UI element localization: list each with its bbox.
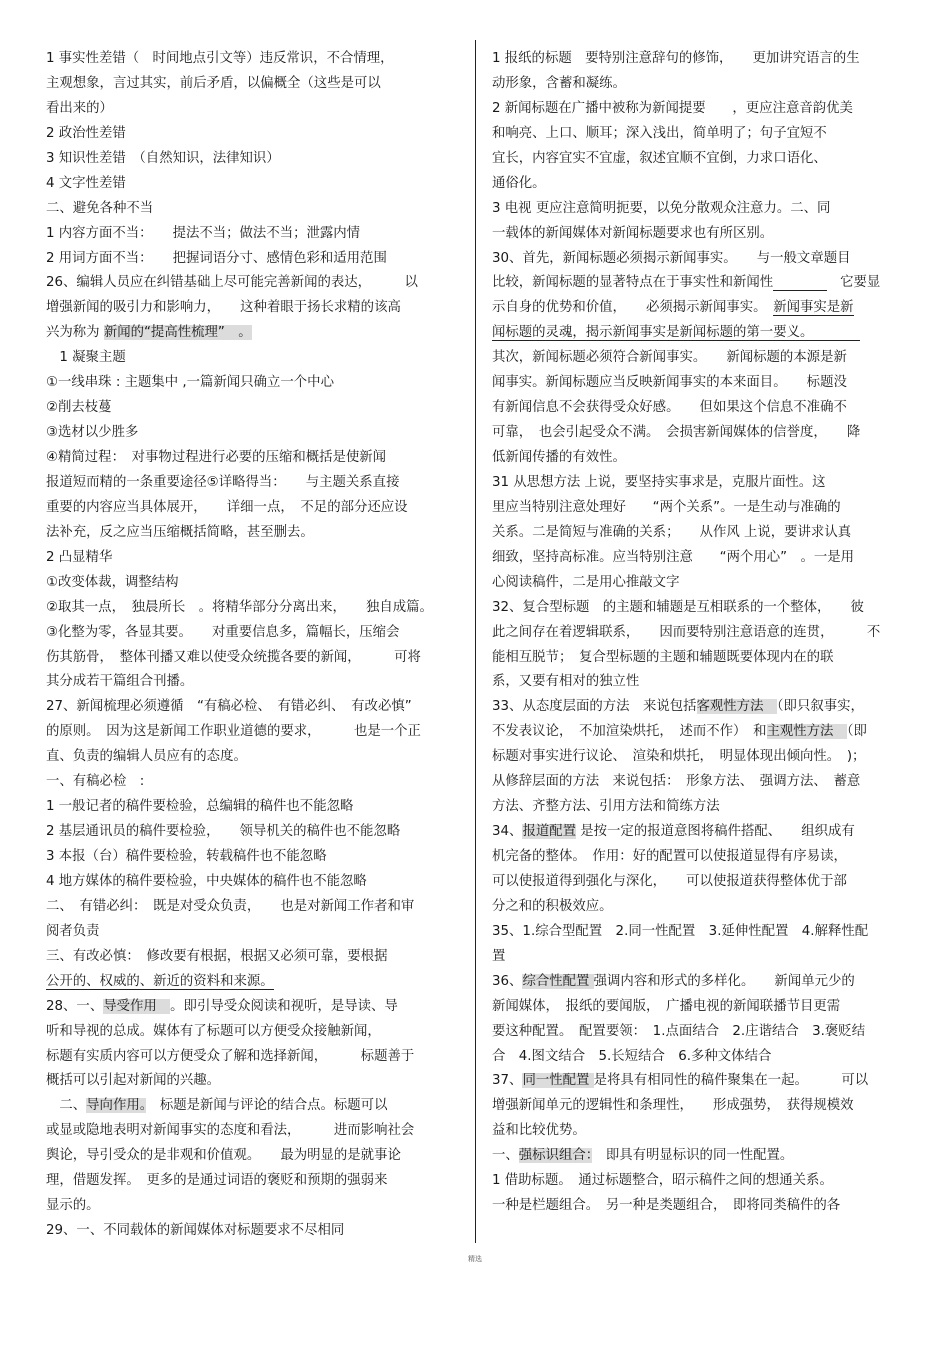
text-line: 宜长，内容宜实不宜虚，叙述宜顺不宜倒，力求口语化、 xyxy=(492,150,827,166)
text-line: 2 基层通讯员的稿件要检验， 领导机关的稿件也不能忽略 xyxy=(46,824,401,840)
text-line: ③选材以少胜多 xyxy=(46,425,139,441)
text-line: 置 xyxy=(492,948,506,964)
text-line: 能相互脱节； 复合型标题的主题和辅题既要体现内在的联 xyxy=(492,649,834,665)
text-line: 显示的。 xyxy=(46,1198,100,1214)
text-line: 其次，新闻标题必须符合新闻事实。 新闻标题的本源是新 xyxy=(492,350,847,366)
text-line: 一种是栏题组合。 另一种是类题组合， 即将同类稿件的各 xyxy=(492,1198,841,1214)
text-line: 33、从态度层面的方法 来说包括客观性方法 （即只叙事实， xyxy=(492,699,864,715)
highlighted-term: 同一性配置 xyxy=(522,1073,594,1089)
underlined-text: 新闻事实是新 xyxy=(773,300,854,316)
text-line: 1 借助标题。 通过标题整合，昭示稿件之间的想通关系。 xyxy=(492,1173,833,1189)
text-line: 3 知识性差错 （自然知识，法律知识） xyxy=(46,150,280,166)
text-line: 看出来的） xyxy=(46,100,113,116)
text-line: 1 凝聚主题 xyxy=(46,350,126,366)
text-line: ①一线串珠 : 主题集中 ,一篇新闻只确立一个中心 xyxy=(46,375,334,391)
text-line: 和响亮、上口、顺耳；深入浅出，简单明了；句子宜短不 xyxy=(492,125,827,141)
text-line: 3 本报（台）稿件要检验，转载稿件也不能忽略 xyxy=(46,849,327,864)
text-line: 闻事实。新闻标题应当反映新闻事实的本来面目。 标题没 xyxy=(492,375,847,391)
text-line: 心阅读稿件，二是用心推敲文字 xyxy=(492,574,680,590)
text-line: 的原则。 因为这是新闻工作职业道德的要求， 也是一个正 xyxy=(46,724,421,740)
text-line: ③化整为零，各显其要。 对重要信息多，篇幅长，压缩会 xyxy=(46,624,400,640)
text-line: 一、强标识组合： 即具有明显标识的同一性配置。 xyxy=(492,1148,794,1164)
text-line: 增强新闻单元的逻辑性和条理性， 形成强势， 获得规模效 xyxy=(492,1098,854,1114)
text-line: 细致，坚持高标准。应当特别注意 “两个用心” 。一是用 xyxy=(492,549,855,565)
text-line: ④精简过程： 对事物过程进行必要的压缩和概括是使新闻 xyxy=(46,450,387,465)
text-line: 方法、齐整方法、引用方法和简练方法 xyxy=(492,799,720,815)
right-column xyxy=(492,47,912,1219)
text-line xyxy=(492,321,912,346)
text-line: 伤其筋骨， 整体刊播又难以使受众统揽各要的新闻， 可将 xyxy=(46,649,421,665)
text-line: 标题对事实进行议论、 渲染和烘托， 明显体现出倾向性。 )； xyxy=(492,749,866,765)
text-line: 1 事实性差错（ 时间地点引文等）违反常识，不合情理， xyxy=(46,51,394,66)
page-footer: 精选 xyxy=(468,1255,482,1263)
text-line: 4 文字性差错 xyxy=(46,175,126,191)
text-line: 新闻媒体， 报纸的要闻版， 广播电视的新闻联播节目更需 xyxy=(492,998,841,1014)
text-line: 兴为称为 新闻的“提高性梳理” 。 xyxy=(46,325,252,341)
text-line: 其分成若干篇组合刊播。 xyxy=(46,674,194,690)
text-line: 比较，新闻标题的显著特点在于事实性和新闻性 它要显 xyxy=(492,275,881,291)
text-line: 32、复合型标题 的主题和辅题是互相联系的一个整体， 彼 xyxy=(492,599,864,615)
highlighted-term: 主观性方法 xyxy=(766,724,847,740)
text-line: 法补充，反之应当压缩概括简略，甚至删去。 xyxy=(46,524,314,540)
text-line: 1 内容方面不当： 提法不当；做法不当；泄露内情 xyxy=(46,225,361,241)
text-line: 要这种配置。 配置要领： 1.点面结合 2.庄谐结合 3.褒贬结 xyxy=(492,1023,866,1039)
text-line: 一载体的新闻媒体对新闻标题要求也有所区别。 xyxy=(492,225,774,241)
underlined-text: 闻标题的灵魂，揭示新闻事实是新闻标题的第一要义。 xyxy=(492,325,861,341)
left-column xyxy=(46,47,466,1244)
text-line: 或显或隐地表明对新闻事实的态度和看法， 进而影响社会 xyxy=(46,1123,415,1139)
text-line: 27、新闻梳理必须遵循 “有稿必检、 有错必纠、 有改必慎” xyxy=(46,699,412,715)
text-line: 合 4.图文结合 5.长短结合 6.多种文体结合 xyxy=(492,1048,772,1064)
text-line: 系，又要有相对的独立性 xyxy=(492,674,640,690)
text-line: 35、1.综合型配置 2.同一性配置 3.延伸性配置 4.解释性配 xyxy=(492,923,869,939)
text-line: 二、 有错必纠： 既是对受众负责， 也是对新闻工作者和审 xyxy=(46,898,415,914)
text-line: 2 用词方面不当： 把握词语分寸、感情色彩和适用范围 xyxy=(46,250,387,266)
text-line: 二、避免各种不当 xyxy=(46,200,154,216)
text-line: 从修辞层面的方法 来说包括： 形象方法、 强调方法、 蓄意 xyxy=(492,774,861,790)
text-line: 1 报纸的标题 要特别注意辞句的修饰， 更加讲究语言的生 xyxy=(492,51,860,66)
text-line: 37、同一性配置 是将具有相同性的稿件聚集在一起。 可以 xyxy=(492,1073,869,1089)
text-line: ②削去枝蔓 xyxy=(46,400,112,416)
text-line: 4 地方媒体的稿件要检验，中央媒体的稿件也不能忽略 xyxy=(46,873,367,889)
text-line: 此之间存在着逻辑联系， 因而要特别注意语意的连贯， 不 xyxy=(492,624,881,640)
text-line: 理，借题发挥。 更多的是通过词语的褒贬和预期的强弱来 xyxy=(46,1173,388,1189)
text-line: 36、综合性配置 强调内容和形式的多样化。 新闻单元少的 xyxy=(492,973,855,989)
text-line: 报道短而精的一条重要途径⑤详略得当： 与主题关系直接 xyxy=(46,474,400,490)
text-line: 听和导视的总成。媒体有了标题可以方便受众接触新闻， xyxy=(46,1023,381,1039)
underlined-text xyxy=(773,275,827,291)
text-line: 一、有稿必检 : xyxy=(46,774,145,790)
text-line: 26、编辑人员应在纠错基础上尽可能完善新闻的表达， 以 xyxy=(46,275,418,291)
underlined-text: 公开的、权威的、新近的资料和来源。 xyxy=(46,973,274,989)
text-line: 2 新闻标题在广播中被称为新闻提要 ，更应注意音韵优美 xyxy=(492,100,853,116)
highlighted-term: 导向作用。 xyxy=(86,1098,147,1114)
text-line: 标题有实质内容可以方便受众了解和选择新闻， 标题善于 xyxy=(46,1048,415,1064)
text-line: 重要的内容应当具体展开， 详细一点， 不足的部分还应设 xyxy=(46,499,408,515)
text-line: 示自身的优势和价值， 必须揭示新闻事实。 新闻事实是新 xyxy=(492,300,854,316)
text-line: 2 政治性差错 xyxy=(46,125,126,141)
highlighted-term: 报道配置 xyxy=(522,824,576,840)
text-line: 概括可以引起对新闻的兴趣。 xyxy=(46,1073,221,1089)
text-line: 2 凸显精华 xyxy=(46,549,113,565)
text-line: 3 电视 更应注意简明扼要，以免分散观众注意力。二、同 xyxy=(492,200,831,216)
text-line: 关系。二是简短与准确的关系； 从作风 上说，要讲求认真 xyxy=(492,524,852,540)
text-line: 三、有改必慎： 修改要有根据，根据又必须可靠，要根据 xyxy=(46,948,388,964)
text-line: 可靠， 也会引起受众不满。 会损害新闻媒体的信誉度， 降 xyxy=(492,425,861,441)
highlighted-term: 强标识组合： xyxy=(518,1148,593,1164)
text-line: 34、报道配置 是按一定的报道意图将稿件搭配、 组织成有 xyxy=(492,824,855,840)
text-line: 1 一般记者的稿件要检验，总编辑的稿件也不能忽略 xyxy=(46,799,354,815)
text-line xyxy=(46,970,466,995)
highlighted-term: 综合性配置 xyxy=(522,973,594,989)
text-line: 可以使报道得到强化与深化， 可以使报道获得整体优于部 xyxy=(492,873,847,889)
highlighted-term: 导受作用 xyxy=(103,998,171,1014)
highlighted-term: 客观性方法 xyxy=(696,699,777,715)
text-line: 30、首先，新闻标题必须揭示新闻事实。 与一般文章题目 xyxy=(492,250,851,266)
text-line: 机完备的整体。 作用：好的配置可以使报道显得有序易读， xyxy=(492,849,847,864)
text-line: 动形象，含蓄和凝练。 xyxy=(492,75,626,91)
text-line: 舆论，导引受众的是非观和价值观。 最为明显的是就事论 xyxy=(46,1148,401,1164)
text-line: 有新闻信息不会获得受众好感。 但如果这个信息不准确不 xyxy=(492,400,847,416)
text-line: ②取其一点， 独晨所长 。将精华部分分离出来， 独自成篇。 xyxy=(46,599,433,615)
highlighted-term: 新闻的“提高性梳理” 。 xyxy=(103,325,252,341)
text-line: 分之和的积极效应。 xyxy=(492,898,613,914)
text-line: 低新闻传播的有效性。 xyxy=(492,450,626,465)
text-line: 通俗化。 xyxy=(492,175,546,191)
text-line: ①改变体裁，调整结构 xyxy=(46,574,179,590)
text-line: 阅者负责 xyxy=(46,923,100,939)
text-line: 不发表议论， 不加渲染烘托， 述而不作） 和主观性方法 （即 xyxy=(492,724,867,740)
text-line: 31 从思想方法 上说，要坚持实事求是，克服片面性。这 xyxy=(492,474,826,490)
text-line: 28、一、导受作用 。即引导受众阅读和视听，是导读、导 xyxy=(46,998,398,1014)
text-line: 增强新闻的吸引力和影响力， 这种着眼于扬长求精的该高 xyxy=(46,300,401,316)
text-line: 二、导向作用。 标题是新闻与评论的结合点。标题可以 xyxy=(46,1098,388,1114)
text-line: 29、一、不同载体的新闻媒体对标题要求不尽相同 xyxy=(46,1223,345,1239)
text-line: 直、负责的编辑人员应有的态度。 xyxy=(46,749,247,765)
text-line: 里应当特别注意处理好 “两个关系”。一是生动与准确的 xyxy=(492,499,841,515)
text-line: 益和比较优势。 xyxy=(492,1123,586,1139)
column-divider xyxy=(475,40,476,1243)
text-line: 主观想象，言过其实，前后矛盾，以偏概全（这些是可以 xyxy=(46,75,381,91)
